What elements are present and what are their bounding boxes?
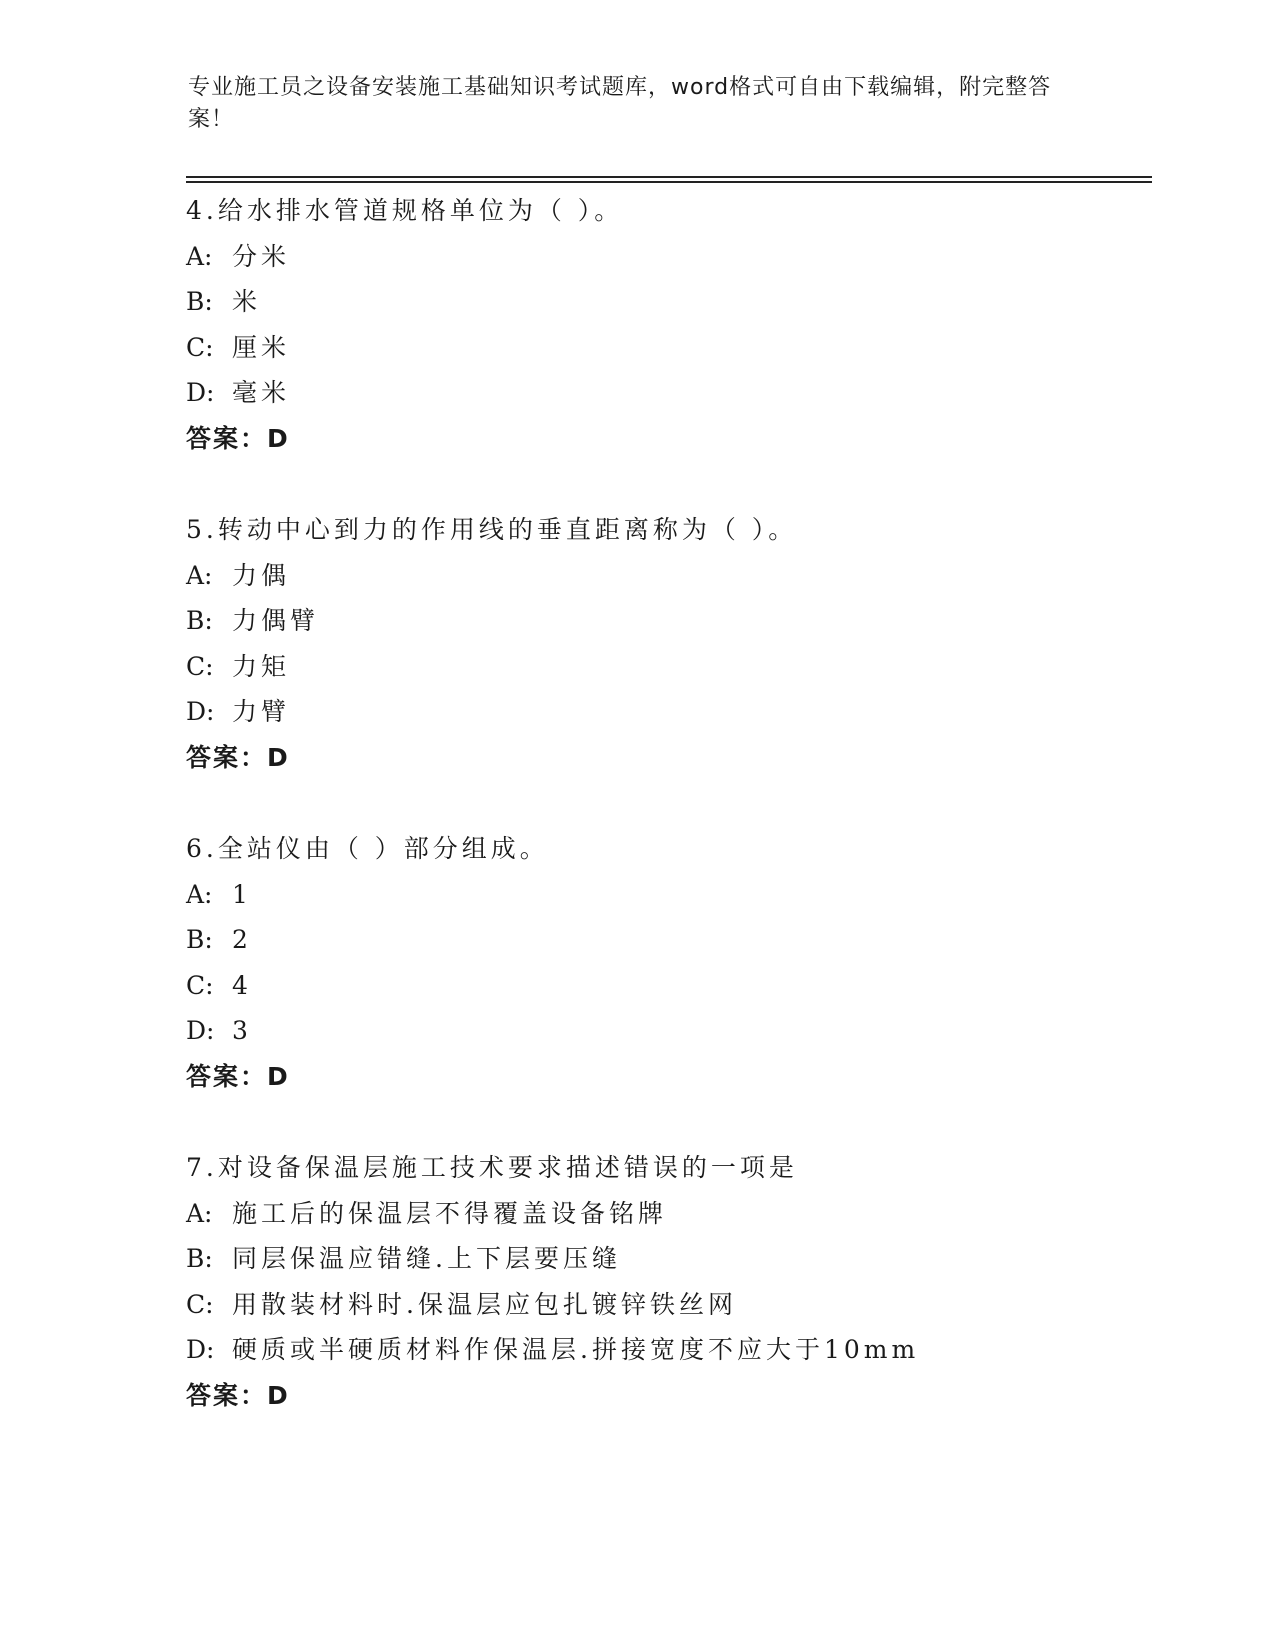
- option-d: [186, 689, 1146, 735]
- option-a: [186, 872, 1146, 918]
- question-6: [186, 826, 1146, 1145]
- option-b: [186, 1236, 1146, 1282]
- answer-line: 答案：D: [186, 1380, 290, 1410]
- option-text: 4: [232, 970, 252, 1000]
- option-letter: C:: [186, 332, 214, 362]
- question-stem: 6.全站仪由（ ）部分组成。: [186, 834, 549, 863]
- option-letter: B:: [186, 606, 213, 636]
- option-text: 硬质或半硬质材料作保温层.拼接宽度不应大于10mm: [232, 1335, 920, 1365]
- question-stem: 5.转动中心到力的作用线的垂直距离称为（ ）。: [186, 515, 798, 544]
- option-letter: A:: [186, 1198, 213, 1228]
- document-intro: 专业施工员之设备安装施工基础知识考试题库，word格式可自由下载编辑，附完整答案！: [188, 75, 1052, 132]
- answer-line: 答案：D: [186, 1061, 290, 1091]
- option-text: 力偶臂: [232, 606, 320, 636]
- answer-line: 答案：D: [186, 742, 290, 772]
- question-7: [186, 1145, 1146, 1464]
- question-stem: 4.给水排水管道规格单位为（ ）。: [186, 196, 624, 225]
- option-text: 同层保温应错缝.上下层要压缝: [232, 1244, 621, 1274]
- header-rule-bottom: [186, 181, 1152, 183]
- option-b: [186, 917, 1146, 963]
- option-letter: A:: [186, 241, 213, 271]
- question-4: [186, 188, 1146, 507]
- option-letter: D:: [186, 378, 215, 408]
- option-c: [186, 644, 1146, 690]
- option-letter: D:: [186, 697, 215, 727]
- option-letter: B:: [186, 1244, 213, 1274]
- option-letter: B:: [186, 287, 213, 317]
- option-text: 施工后的保温层不得覆盖设备铭牌: [232, 1198, 668, 1228]
- option-letter: C:: [186, 1289, 214, 1319]
- option-text: 力偶: [232, 560, 291, 590]
- option-letter: D:: [186, 1016, 215, 1046]
- header-rule-top: [186, 176, 1152, 178]
- option-d: [186, 370, 1146, 416]
- option-b: [186, 598, 1146, 644]
- option-text: 1: [232, 879, 252, 909]
- option-text: 毫米: [232, 378, 291, 408]
- option-letter: A:: [186, 879, 213, 909]
- option-d: [186, 1327, 1146, 1373]
- option-letter: B:: [186, 925, 213, 955]
- option-text: 厘米: [232, 332, 291, 362]
- option-b: [186, 279, 1146, 325]
- option-text: 力矩: [232, 651, 291, 681]
- option-c: [186, 1282, 1146, 1328]
- question-list: [186, 188, 1146, 1464]
- option-letter: A:: [186, 560, 213, 590]
- option-c: [186, 325, 1146, 371]
- option-d: [186, 1008, 1146, 1054]
- question-stem: 7.对设备保温层施工技术要求描述错误的一项是: [186, 1153, 798, 1182]
- option-a: [186, 234, 1146, 280]
- option-a: [186, 553, 1146, 599]
- option-a: [186, 1191, 1146, 1237]
- option-letter: D:: [186, 1335, 215, 1365]
- option-c: [186, 963, 1146, 1009]
- option-text: 2: [232, 925, 252, 955]
- question-5: [186, 507, 1146, 826]
- option-text: 分米: [232, 241, 291, 271]
- option-text: 米: [232, 287, 262, 317]
- option-text: 力臂: [232, 697, 291, 727]
- option-text: 3: [232, 1016, 252, 1046]
- option-letter: C:: [186, 970, 214, 1000]
- option-letter: C:: [186, 651, 214, 681]
- option-text: 用散装材料时.保温层应包扎镀锌铁丝网: [232, 1289, 737, 1319]
- answer-line: 答案：D: [186, 423, 290, 453]
